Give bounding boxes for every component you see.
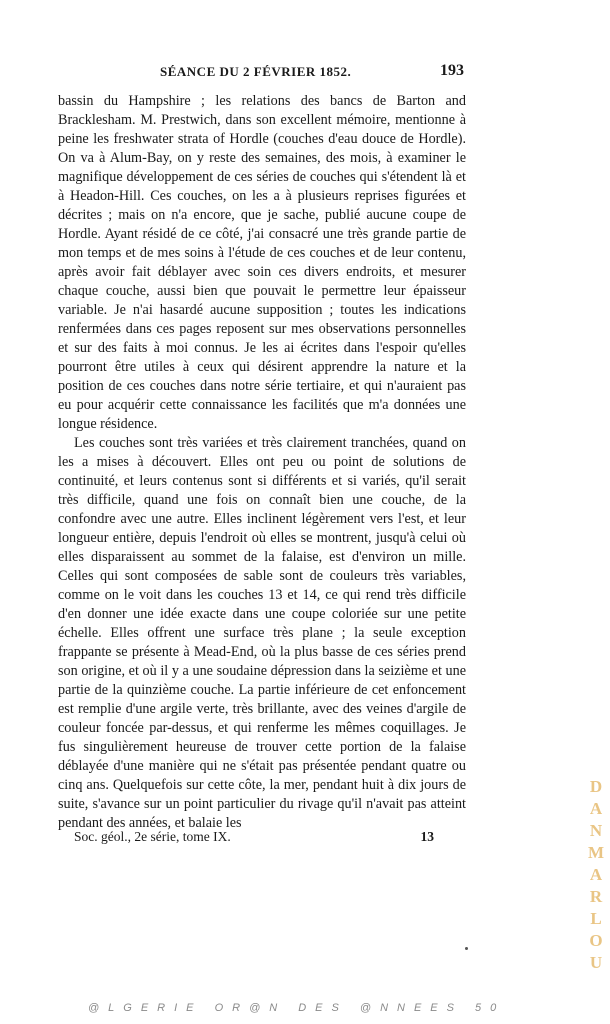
body-text	[58, 92, 466, 833]
running-title: SÉANCE DU 2 FÉVRIER 1852.	[160, 64, 352, 79]
side-watermark: DANMARLOU	[587, 777, 605, 972]
page-footer	[74, 829, 434, 849]
journal-reference: Soc. géol., 2e série, tome IX.	[74, 829, 231, 844]
paragraph-1: bassin du Hampshire ; les relations des bancs de Barton and Bracklesham. M. Prestwich, dans son excellent mémoire, mentionne à peine les freshwater strata of Hordle (couches d'eau douce de Hordle). On va à Alum-Bay, on y reste des semaines, des mois, à examiner le magnifique développement de ces séries de couches qui s'étendent là et à Headon-Hill. Ces couches, on les a à plusieurs reprises figurées et décrites ; mais on n'a encore, que je sache, publié aucune coupe de Hordle. Ayant résidé de ce côté, j'ai consacré une très grande partie de mon temps et de mes soins à l'étude de ces couches et de leur contenu, après avoir fait déblayer avec soin ces divers endroits, et mesurer chaque couche, aussi bien que pouvait le permettre leur épaisseur variable. Je n'ai hasardé aucune supposition ; toutes les indications renfermées dans ces pages reposent sur mes observations personnelles et sur des faits à moi connus. Je les ai écrites dans l'espoir qu'elles pourront être utiles à ceux qui désirent apprendre la nature et la position de ces couches dans notre série tertiaire, et qui n'auraient pas eu pour acquérir cette connaissance les facilités que m'a données une longue résidence.	[58, 93, 466, 432]
ink-dot	[465, 947, 468, 950]
page-header	[160, 62, 464, 84]
signature-mark: 13	[420, 829, 434, 844]
paragraph-2: Les couches sont très variées et très clairement tranchées, quand on les a mises à découvert. Elles ont peu ou point de solutions de continuité, et leurs contenus sont si différents et si variés, qu'il serait très difficile, quand une fois on connaît bien une couche, de la confondre avec une autre. Elles inclinent légèrement vers l'est, et leur longueur entière, depuis l'endroit où elles se montrent, jusqu'à celui où elles disparaissent au sommet de la falaise, est d'environ un mille. Celles qui sont composées de sable sont de couleurs très variables, comme on le voit dans les couches 13 et 14, ce qui rend très difficile d'en donner une idée exacte dans une coupe coloriée sur une petite échelle. Elles offrent une surface très plane ; la seule exception frappante se présente à Mead-End, où la plus basse de ces séries prend son origine, et où il y a une soudaine dépression dans la seizième et une partie de la quinzième couche. La partie inférieure de cet enfoncement est remplie d'une argile verte, très brillante, avec des veines d'argile de couleur foncée par-dessus, et qui renferme les mêmes coquillages. Je fus singulièrement heureuse de trouver cette portion de la falaise déblayée d'une manière qui ne s'était pas présentée pendant quatre ou cinq ans. Quelquefois sur cette côte, la mer, pendant huit à dix jours de suite, s'avance sur un point particulier du rivage qu'il n'avait pas atteint pendant des années, et balaie les	[58, 435, 466, 831]
bottom-watermark: @LGERIE OR@N DES @NNEES 50	[88, 1002, 506, 1014]
page-number: 193	[440, 62, 464, 79]
